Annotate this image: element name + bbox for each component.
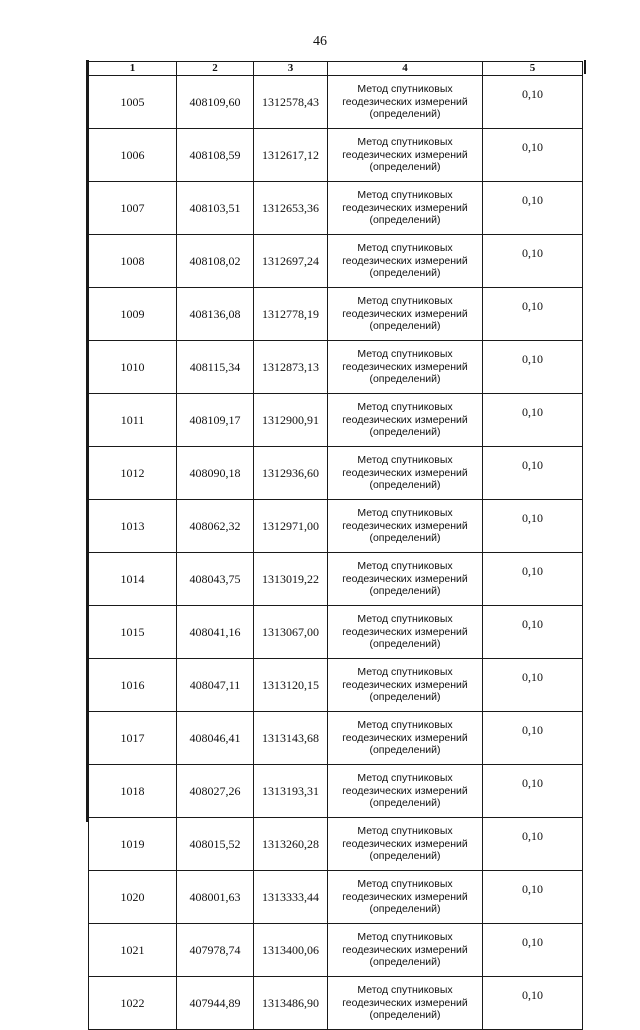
method-cell xyxy=(328,76,483,129)
method-text-line: Метод спутниковых xyxy=(357,984,453,997)
method-text-line: Метод спутниковых xyxy=(357,507,453,520)
y-coordinate-cell: 1312873,13 xyxy=(254,341,328,394)
table-body xyxy=(89,76,583,1030)
y-coordinate-cell: 1313260,28 xyxy=(254,818,328,871)
point-number-cell: 1009 xyxy=(89,288,177,341)
method-text-line: Метод спутниковых xyxy=(357,613,453,626)
method-cell xyxy=(328,341,483,394)
method-text-line: (определений) xyxy=(369,850,441,863)
method-text-line: (определений) xyxy=(369,426,441,439)
method-text-line: Метод спутниковых xyxy=(357,136,453,149)
column-header-1: 1 xyxy=(89,62,177,76)
accuracy-cell: 0,10 xyxy=(483,606,583,659)
table-row xyxy=(89,500,583,553)
accuracy-cell: 0,10 xyxy=(483,818,583,871)
y-coordinate-cell: 1313193,31 xyxy=(254,765,328,818)
method-text-line: (определений) xyxy=(369,585,441,598)
method-cell xyxy=(328,871,483,924)
method-text-line: геодезических измерений xyxy=(342,996,468,1009)
column-header-4: 4 xyxy=(328,62,483,76)
point-number-cell: 1007 xyxy=(89,182,177,235)
method-text-line: Метод спутниковых xyxy=(357,348,453,361)
method-text-line: (определений) xyxy=(369,267,441,280)
method-text-line: (определений) xyxy=(369,479,441,492)
method-cell xyxy=(328,288,483,341)
method-cell xyxy=(328,659,483,712)
table-row xyxy=(89,235,583,288)
method-text-line: геодезических измерений xyxy=(342,784,468,797)
x-coordinate-cell: 408001,63 xyxy=(177,871,254,924)
x-coordinate-cell: 408109,17 xyxy=(177,394,254,447)
table-row xyxy=(89,818,583,871)
x-coordinate-cell: 408115,34 xyxy=(177,341,254,394)
table-header-row xyxy=(89,62,583,76)
accuracy-cell: 0,10 xyxy=(483,765,583,818)
method-text-line: Метод спутниковых xyxy=(357,931,453,944)
x-coordinate-cell: 408027,26 xyxy=(177,765,254,818)
point-number-cell: 1006 xyxy=(89,129,177,182)
method-text-line: геодезических измерений xyxy=(342,943,468,956)
method-text-line: Метод спутниковых xyxy=(357,83,453,96)
x-coordinate-cell: 408103,51 xyxy=(177,182,254,235)
column-header-2: 2 xyxy=(177,62,254,76)
x-coordinate-cell: 408046,41 xyxy=(177,712,254,765)
method-cell xyxy=(328,712,483,765)
column-header-5: 5 xyxy=(483,62,583,76)
method-text-line: Метод спутниковых xyxy=(357,242,453,255)
y-coordinate-cell: 1312653,36 xyxy=(254,182,328,235)
accuracy-cell: 0,10 xyxy=(483,235,583,288)
accuracy-cell: 0,10 xyxy=(483,500,583,553)
x-coordinate-cell: 408062,32 xyxy=(177,500,254,553)
point-number-cell: 1011 xyxy=(89,394,177,447)
y-coordinate-cell: 1313067,00 xyxy=(254,606,328,659)
method-text-line: Метод спутниковых xyxy=(357,719,453,732)
method-text-line: Метод спутниковых xyxy=(357,454,453,467)
method-text-line: (определений) xyxy=(369,373,441,386)
coordinates-table xyxy=(88,61,583,1030)
method-cell xyxy=(328,394,483,447)
method-text-line: Метод спутниковых xyxy=(357,401,453,414)
table-row xyxy=(89,659,583,712)
method-text-line: Метод спутниковых xyxy=(357,560,453,573)
method-text-line: геодезических измерений xyxy=(342,413,468,426)
y-coordinate-cell: 1313333,44 xyxy=(254,871,328,924)
y-coordinate-cell: 1313120,15 xyxy=(254,659,328,712)
method-cell xyxy=(328,818,483,871)
method-text-line: (определений) xyxy=(369,161,441,174)
method-cell xyxy=(328,129,483,182)
table-row xyxy=(89,871,583,924)
x-coordinate-cell: 408108,02 xyxy=(177,235,254,288)
y-coordinate-cell: 1312936,60 xyxy=(254,447,328,500)
method-text-line: геодезических измерений xyxy=(342,837,468,850)
x-coordinate-cell: 408109,60 xyxy=(177,76,254,129)
accuracy-cell: 0,10 xyxy=(483,553,583,606)
table-row xyxy=(89,341,583,394)
y-coordinate-cell: 1312697,24 xyxy=(254,235,328,288)
method-text-line: геодезических измерений xyxy=(342,890,468,903)
method-text-line: Метод спутниковых xyxy=(357,189,453,202)
accuracy-cell: 0,10 xyxy=(483,341,583,394)
method-text-line: Метод спутниковых xyxy=(357,666,453,679)
table-row xyxy=(89,129,583,182)
table-row xyxy=(89,394,583,447)
accuracy-cell: 0,10 xyxy=(483,712,583,765)
x-coordinate-cell: 407978,74 xyxy=(177,924,254,977)
method-text-line: (определений) xyxy=(369,214,441,227)
method-text-line: (определений) xyxy=(369,903,441,916)
table-row xyxy=(89,553,583,606)
x-coordinate-cell: 408041,16 xyxy=(177,606,254,659)
table-row xyxy=(89,765,583,818)
method-cell xyxy=(328,553,483,606)
method-text-line: (определений) xyxy=(369,797,441,810)
method-cell xyxy=(328,447,483,500)
y-coordinate-cell: 1312900,91 xyxy=(254,394,328,447)
accuracy-cell: 0,10 xyxy=(483,288,583,341)
point-number-cell: 1018 xyxy=(89,765,177,818)
method-text-line: геодезических измерений xyxy=(342,307,468,320)
accuracy-cell: 0,10 xyxy=(483,394,583,447)
method-text-line: геодезических измерений xyxy=(342,731,468,744)
method-cell xyxy=(328,235,483,288)
x-coordinate-cell: 408043,75 xyxy=(177,553,254,606)
table-row xyxy=(89,447,583,500)
method-text-line: геодезических измерений xyxy=(342,254,468,267)
column-header-3: 3 xyxy=(254,62,328,76)
y-coordinate-cell: 1312778,19 xyxy=(254,288,328,341)
point-number-cell: 1022 xyxy=(89,977,177,1030)
table-row xyxy=(89,288,583,341)
method-text-line: Метод спутниковых xyxy=(357,772,453,785)
method-text-line: геодезических измерений xyxy=(342,466,468,479)
y-coordinate-cell: 1312578,43 xyxy=(254,76,328,129)
y-coordinate-cell: 1312971,00 xyxy=(254,500,328,553)
accuracy-cell: 0,10 xyxy=(483,977,583,1030)
method-text-line: (определений) xyxy=(369,956,441,969)
method-text-line: (определений) xyxy=(369,691,441,704)
method-text-line: (определений) xyxy=(369,638,441,651)
table-row xyxy=(89,606,583,659)
point-number-cell: 1012 xyxy=(89,447,177,500)
point-number-cell: 1015 xyxy=(89,606,177,659)
table-row xyxy=(89,712,583,765)
y-coordinate-cell: 1313400,06 xyxy=(254,924,328,977)
x-coordinate-cell: 408136,08 xyxy=(177,288,254,341)
y-coordinate-cell: 1312617,12 xyxy=(254,129,328,182)
table-row xyxy=(89,924,583,977)
method-cell xyxy=(328,924,483,977)
point-number-cell: 1021 xyxy=(89,924,177,977)
method-cell xyxy=(328,606,483,659)
method-text-line: (определений) xyxy=(369,744,441,757)
point-number-cell: 1010 xyxy=(89,341,177,394)
point-number-cell: 1020 xyxy=(89,871,177,924)
page-number: 46 xyxy=(313,34,327,49)
point-number-cell: 1016 xyxy=(89,659,177,712)
x-coordinate-cell: 407944,89 xyxy=(177,977,254,1030)
method-text-line: геодезических измерений xyxy=(342,201,468,214)
method-cell xyxy=(328,500,483,553)
accuracy-cell: 0,10 xyxy=(483,76,583,129)
table-row xyxy=(89,977,583,1030)
accuracy-cell: 0,10 xyxy=(483,182,583,235)
method-cell xyxy=(328,765,483,818)
method-text-line: (определений) xyxy=(369,532,441,545)
method-text-line: Метод спутниковых xyxy=(357,878,453,891)
method-text-line: геодезических измерений xyxy=(342,519,468,532)
x-coordinate-cell: 408108,59 xyxy=(177,129,254,182)
method-text-line: Метод спутниковых xyxy=(357,295,453,308)
point-number-cell: 1013 xyxy=(89,500,177,553)
method-cell xyxy=(328,182,483,235)
table-row xyxy=(89,182,583,235)
accuracy-cell: 0,10 xyxy=(483,924,583,977)
y-coordinate-cell: 1313486,90 xyxy=(254,977,328,1030)
y-coordinate-cell: 1313019,22 xyxy=(254,553,328,606)
method-text-line: геодезических измерений xyxy=(342,572,468,585)
x-coordinate-cell: 408090,18 xyxy=(177,447,254,500)
method-text-line: геодезических измерений xyxy=(342,360,468,373)
point-number-cell: 1017 xyxy=(89,712,177,765)
method-text-line: геодезических измерений xyxy=(342,148,468,161)
method-text-line: геодезических измерений xyxy=(342,678,468,691)
table-row xyxy=(89,76,583,129)
table-frame-right-border xyxy=(584,60,586,74)
x-coordinate-cell: 408047,11 xyxy=(177,659,254,712)
accuracy-cell: 0,10 xyxy=(483,659,583,712)
method-text-line: Метод спутниковых xyxy=(357,825,453,838)
x-coordinate-cell: 408015,52 xyxy=(177,818,254,871)
method-cell xyxy=(328,977,483,1030)
accuracy-cell: 0,10 xyxy=(483,129,583,182)
method-text-line: геодезических измерений xyxy=(342,625,468,638)
point-number-cell: 1019 xyxy=(89,818,177,871)
point-number-cell: 1014 xyxy=(89,553,177,606)
point-number-cell: 1005 xyxy=(89,76,177,129)
accuracy-cell: 0,10 xyxy=(483,447,583,500)
y-coordinate-cell: 1313143,68 xyxy=(254,712,328,765)
method-text-line: (определений) xyxy=(369,1009,441,1022)
point-number-cell: 1008 xyxy=(89,235,177,288)
method-text-line: (определений) xyxy=(369,108,441,121)
method-text-line: (определений) xyxy=(369,320,441,333)
accuracy-cell: 0,10 xyxy=(483,871,583,924)
method-text-line: геодезических измерений xyxy=(342,95,468,108)
